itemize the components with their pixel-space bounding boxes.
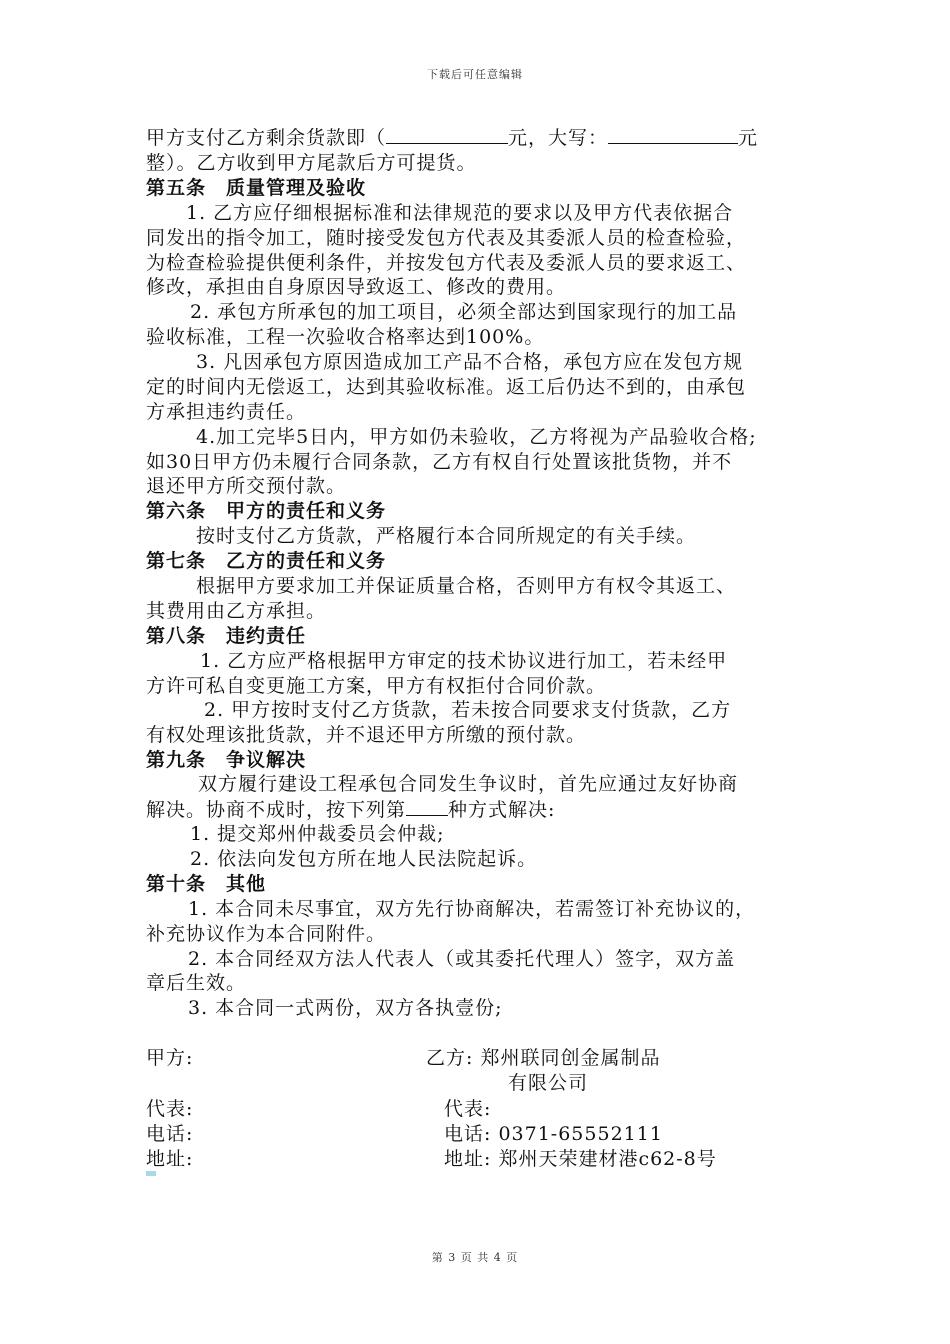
section-7-line-2: 其费用由乙方承担。	[146, 600, 327, 622]
party-a-label: 甲方:	[146, 1047, 194, 1069]
section-9-line-2-pre: 解决。协商不成时，按下列第	[146, 799, 407, 821]
section-5-clause-4-line-1: 4.加工完毕5日内，甲方如仍未验收，乙方将视为产品验收合格;	[196, 426, 757, 448]
section-5-clause-2-line-2: 验收标准，工程一次验收合格率达到100%。	[146, 326, 545, 348]
section-7-title: 第七条 乙方的责任和义务	[146, 550, 387, 572]
section-6-title: 第六条 甲方的责任和义务	[146, 500, 387, 522]
payment-text-2: 元，大写：	[508, 127, 609, 149]
section-7-line-1: 根据甲方要求加工并保证质量合格，否则甲方有权令其返工、	[196, 575, 737, 597]
section-10-clause-3: 3. 本合同一式两份，双方各执壹份;	[188, 997, 503, 1019]
section-5-title: 第五条 质量管理及验收	[146, 177, 367, 199]
section-5-clause-1-line-1: 1. 乙方应仔细根据标准和法律规范的要求以及甲方代表依据合	[186, 202, 734, 224]
page-header: 下载后可任意编辑	[427, 68, 523, 81]
section-9-line-1: 双方履行建设工程承包合同发生争议时，首先应通过友好协商	[198, 773, 739, 795]
section-9-option-1: 1. 提交郑州仲裁委员会仲裁;	[190, 823, 445, 845]
party-b-representative: 代表:	[444, 1098, 492, 1120]
amount-words-blank	[608, 125, 738, 144]
payment-text-1: 甲方支付乙方剩余货款即（	[146, 127, 387, 149]
payment-line	[146, 125, 758, 150]
payment-line-2: 整）。乙方收到甲方尾款后方可提货。	[146, 152, 477, 174]
party-a-phone: 电话:	[146, 1123, 194, 1145]
section-9-line-2	[146, 797, 555, 822]
section-5-clause-1-line-2: 同发出的指令加工，随时接受发包方代表及其委派人员的检查检验，	[146, 227, 747, 249]
section-9-line-2-post: 种方式解决:	[448, 799, 556, 821]
section-8-title: 第八条 违约责任	[146, 625, 307, 647]
section-10-title: 第十条 其他	[146, 873, 267, 895]
section-5-clause-1-line-4: 修改，承担由自身原因导致返工、修改的费用。	[146, 276, 567, 298]
method-number-blank	[406, 797, 448, 816]
section-10-clause-2-line-2: 章后生效。	[146, 972, 247, 994]
section-9-option-2: 2. 依法向发包方所在地人民法院起诉。	[190, 848, 538, 870]
section-5-clause-3-line-2: 定的时间内无偿返工，达到其验收标准。返工后仍达不到的，由承包	[146, 376, 747, 398]
section-5-clause-2-line-1: 2. 承包方所承包的加工项目，必须全部达到国家现行的加工品	[190, 301, 738, 323]
page-footer: 第 3 页 共 4 页	[431, 1251, 519, 1264]
payment-text-3: 元	[738, 127, 759, 149]
section-5-clause-1-line-3: 为检查检验提供便利条件，并按发包方代表及委派人员的要求返工、	[146, 252, 747, 274]
party-b-phone: 电话: 0371-65552111	[444, 1123, 663, 1145]
section-5-clause-3-line-3: 方承担违约责任。	[146, 401, 307, 423]
party-a-representative: 代表:	[146, 1098, 194, 1120]
amount-blank	[386, 125, 508, 144]
section-8-clause-2-line-1: 2. 甲方按时支付乙方货款，若未按合同要求支付货款，乙方	[204, 699, 732, 721]
section-5-clause-3-line-1: 3. 凡因承包方原因造成加工产品不合格，承包方应在发包方规	[196, 351, 744, 373]
text-selection-highlight	[146, 1171, 156, 1176]
section-9-title: 第九条 争议解决	[146, 749, 307, 771]
party-b-label: 乙方: 郑州联同创金属制品	[426, 1047, 661, 1069]
party-b-label-cont: 有限公司	[508, 1072, 589, 1094]
section-5-clause-4-line-2: 如30日甲方仍未履行合同条款，乙方有权自行处置该批货物，并不	[146, 451, 733, 473]
section-10-clause-1-line-1: 1. 本合同未尽事宜，双方先行协商解决，若需签订补充协议的，	[188, 898, 756, 920]
section-6-text: 按时支付乙方货款，严格履行本合同所规定的有关手续。	[196, 525, 697, 547]
section-8-clause-2-line-2: 有权处理该批货款，并不退还甲方所缴的预付款。	[146, 724, 587, 746]
section-10-clause-1-line-2: 补充协议作为本合同附件。	[146, 923, 387, 945]
section-5-clause-4-line-3: 退还甲方所交预付款。	[146, 475, 347, 497]
section-8-clause-1-line-1: 1. 乙方应严格根据甲方审定的技术协议进行加工，若未经甲	[200, 650, 728, 672]
party-b-address: 地址: 郑州天荣建材港c62-8号	[444, 1148, 717, 1170]
section-10-clause-2-line-1: 2. 本合同经双方法人代表人（或其委托代理人）签字，双方盖	[188, 948, 736, 970]
party-a-address: 地址:	[146, 1148, 194, 1170]
section-8-clause-1-line-2: 方许可私自变更施工方案，甲方有权拒付合同价款。	[146, 675, 607, 697]
